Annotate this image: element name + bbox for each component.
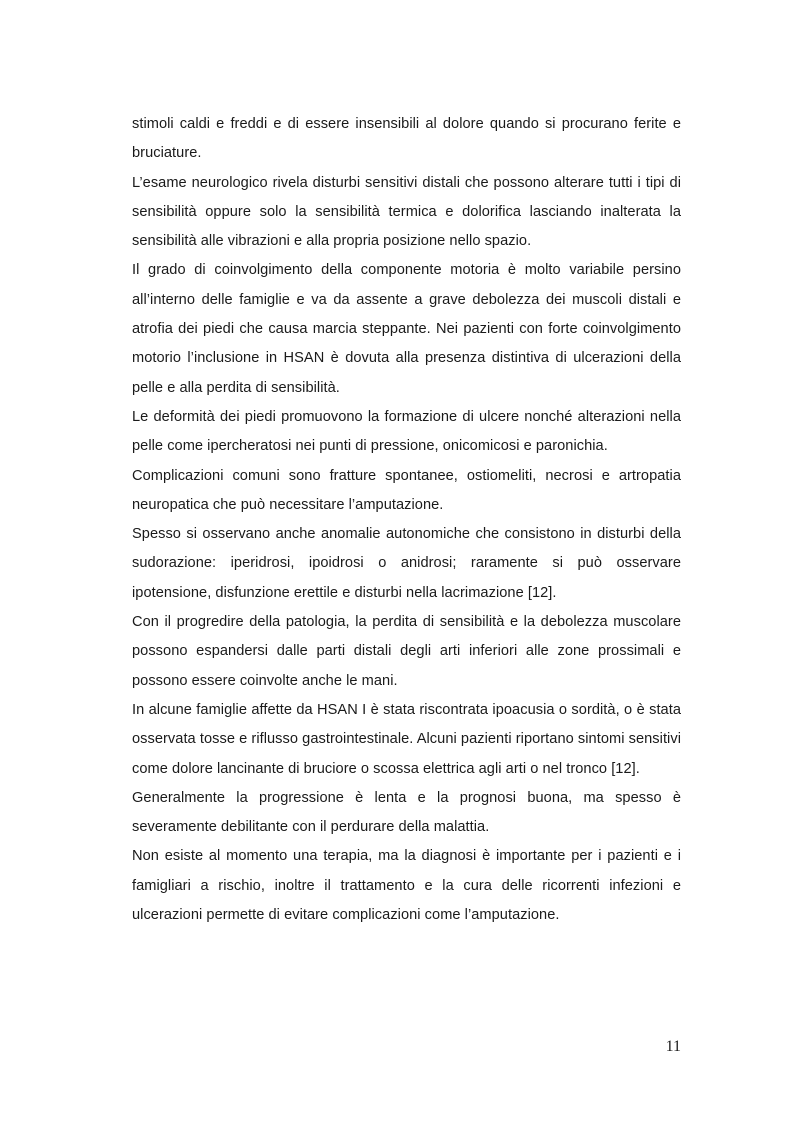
body-text bbox=[132, 110, 681, 930]
paragraph-2: L’esame neurologico rivela disturbi sensitivi distali che possono alterare tutti i tipi di sensibilità oppure solo la sensibilità termica e dolorifica lasciando inalterata la sensibilità alle vibrazioni e alla propria posizione nello spazio. bbox=[132, 174, 681, 250]
paragraph-5: Complicazioni comuni sono fratture spontanee, ostiomeliti, necrosi e artropatia neuropatica che può necessitare l’amputazione. bbox=[132, 467, 681, 513]
paragraph-9: Generalmente la progressione è lenta e la prognosi buona, ma spesso è severamente debilitante con il perdurare della malattia. bbox=[132, 789, 681, 836]
paragraph-1: stimoli caldi e freddi e di essere insensibili al dolore quando si procurano ferite e bruciature. bbox=[132, 116, 681, 162]
page-number: 11 bbox=[665, 1038, 681, 1055]
paragraph-6: Spesso si osservano anche anomalie autonomiche che consistono in disturbi della sudorazione: iperidrosi, ipoidrosi o anidrosi; raramente si può osservare ipotensione, disfunzione erettile e disturbi nella lacrimazione [12]. bbox=[132, 526, 681, 601]
paragraph-7: Con il progredire della patologia, la perdita di sensibilità e la debolezza muscolare possono espandersi dalle parti distali degli arti inferiori alle zone prossimali e possono essere coinvolte anche le mani. bbox=[132, 614, 681, 689]
paragraph-10: Non esiste al momento una terapia, ma la diagnosi è importante per i pazienti e i famigliari a rischio, inoltre il trattamento e la cura delle ricorrenti infezioni e ulcerazioni permette di evitare complicazioni come l’amputazione. bbox=[132, 848, 681, 924]
paragraph-8: In alcune famiglie affette da HSAN I è stata riscontrata ipoacusia o sordità, o è stata osservata tosse e riflusso gastrointestinale. Alcuni pazienti riportano sintomi sensitivi come dolore lancinante di bruciore o scossa elettrica agli arti o nel tronco [12]. bbox=[132, 701, 681, 777]
paragraph-3: Il grado di coinvolgimento della componente motoria è molto variabile persino all’interno delle famiglie e va da assente a grave debolezza dei muscoli distali e atrofia dei piedi che causa marcia steppante. Nei pazienti con forte coinvolgimento motorio l’inclusione in HSAN è dovuta alla presenza distintiva di ulcerazioni della pelle e alla perdita di sensibilità. bbox=[132, 262, 681, 396]
paragraph-4: Le deformità dei piedi promuovono la formazione di ulcere nonché alterazioni nella pelle come ipercheratosi nei punti di pressione, onicomicosi e paronichia. bbox=[132, 408, 681, 455]
